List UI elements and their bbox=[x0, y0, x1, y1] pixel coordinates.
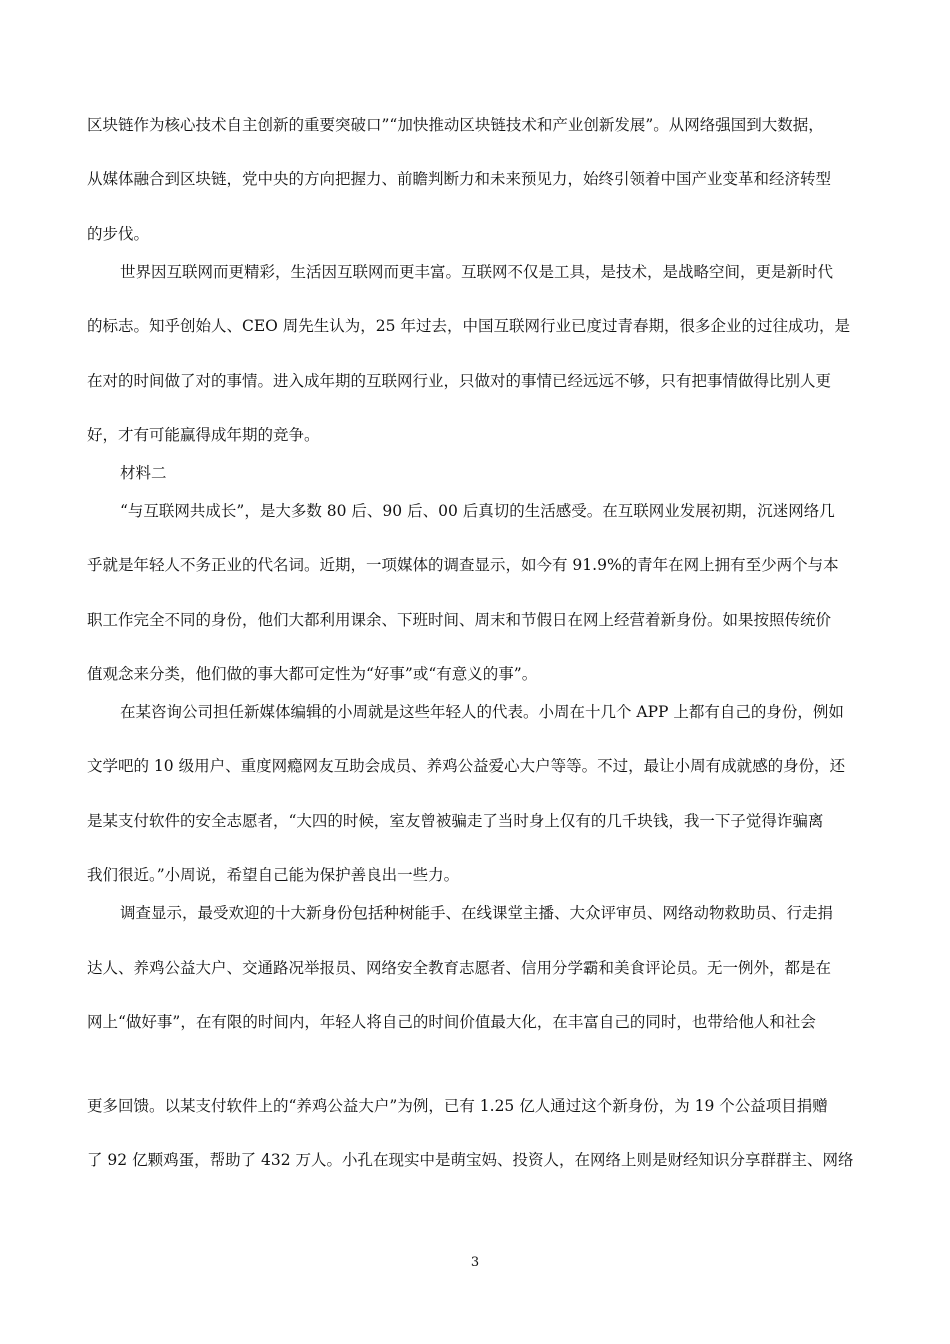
text-line: 世界因互联网而更精彩，生活因互联网而更丰富。互联网不仅是工具，是技术，是战略空间，更是新时代 bbox=[120, 263, 834, 281]
text-line: 我们很近。”小周说，希望自己能为保护善良出一些力。 bbox=[87, 866, 460, 884]
text-line: 的步伐。 bbox=[87, 225, 150, 243]
text-line: 从媒体融合到区块链，党中央的方向把握力、前瞻判断力和未来预见力，始终引领着中国产业变革和经济转型 bbox=[87, 170, 832, 188]
text-line: 在某咨询公司担任新媒体编辑的小周就是这些年轻人的代表。小周在十几个 APP 上都有自己的身份，例如 bbox=[120, 703, 844, 721]
text-line: 区块链作为核心技术自主创新的重要突破口”“加快推动区块链技术和产业创新发展”。从网络强国到大数据， bbox=[87, 116, 824, 134]
text-line: 调查显示，最受欢迎的十大新身份包括种树能手、在线课堂主播、大众评审员、网络动物救助员、行走捐 bbox=[120, 904, 834, 922]
text-line: 值观念来分类，他们做的事大都可定性为“好事”或“有意义的事”。 bbox=[87, 665, 538, 683]
text-line: 在对的时间做了对的事情。进入成年期的互联网行业，只做对的事情已经远远不够，只有把事情做得比别人更 bbox=[87, 372, 832, 390]
text-line: 网上“做好事”，在有限的时间内，年轻人将自己的时间价值最大化，在丰富自己的同时，也带给他人和社会 bbox=[87, 1013, 816, 1031]
page-number: 3 bbox=[470, 1255, 480, 1270]
text-line: 乎就是年轻人不务正业的代名词。近期，一项媒体的调查显示，如今有 91.9%的青年在网上拥有至少两个与本 bbox=[87, 556, 839, 574]
text-line: 文学吧的 10 级用户、重度网瘾网友互助会成员、养鸡公益爱心大户等等。不过，最让小周有成就感的身份，还 bbox=[87, 757, 846, 775]
text-line: 是某支付软件的安全志愿者，“大四的时候，室友曾被骗走了当时身上仅有的几千块钱，我一下子觉得诈骗离 bbox=[87, 812, 824, 830]
text-line: 职工作完全不同的身份，他们大都利用课余、下班时间、周末和节假日在网上经营着新身份。如果按照传统价 bbox=[87, 611, 832, 629]
text-line: 更多回馈。以某支付软件上的“养鸡公益大户”为例，已有 1.25 亿人通过这个新身份，为 19 个公益项目捐赠 bbox=[87, 1097, 828, 1115]
text-line: “与互联网共成长”，是大多数 80 后、90 后、00 后真切的生活感受。在互联网业发展初期，沉迷网络几 bbox=[120, 502, 835, 520]
text-line: 的标志。知乎创始人、CEO 周先生认为，25 年过去，中国互联网行业已度过青春期，很多企业的过往成功，是 bbox=[87, 317, 850, 335]
text-line: 好，才有可能赢得成年期的竞争。 bbox=[87, 426, 320, 444]
text-line: 了 92 亿颗鸡蛋，帮助了 432 万人。小孔在现实中是萌宝妈、投资人，在网络上则是财经知识分享群群主、网络 bbox=[87, 1151, 854, 1169]
section-heading: 材料二 bbox=[120, 464, 167, 482]
text-line: 达人、养鸡公益大户、交通路况举报员、网络安全教育志愿者、信用分学霸和美食评论员。无一例外，都是在 bbox=[87, 959, 832, 977]
